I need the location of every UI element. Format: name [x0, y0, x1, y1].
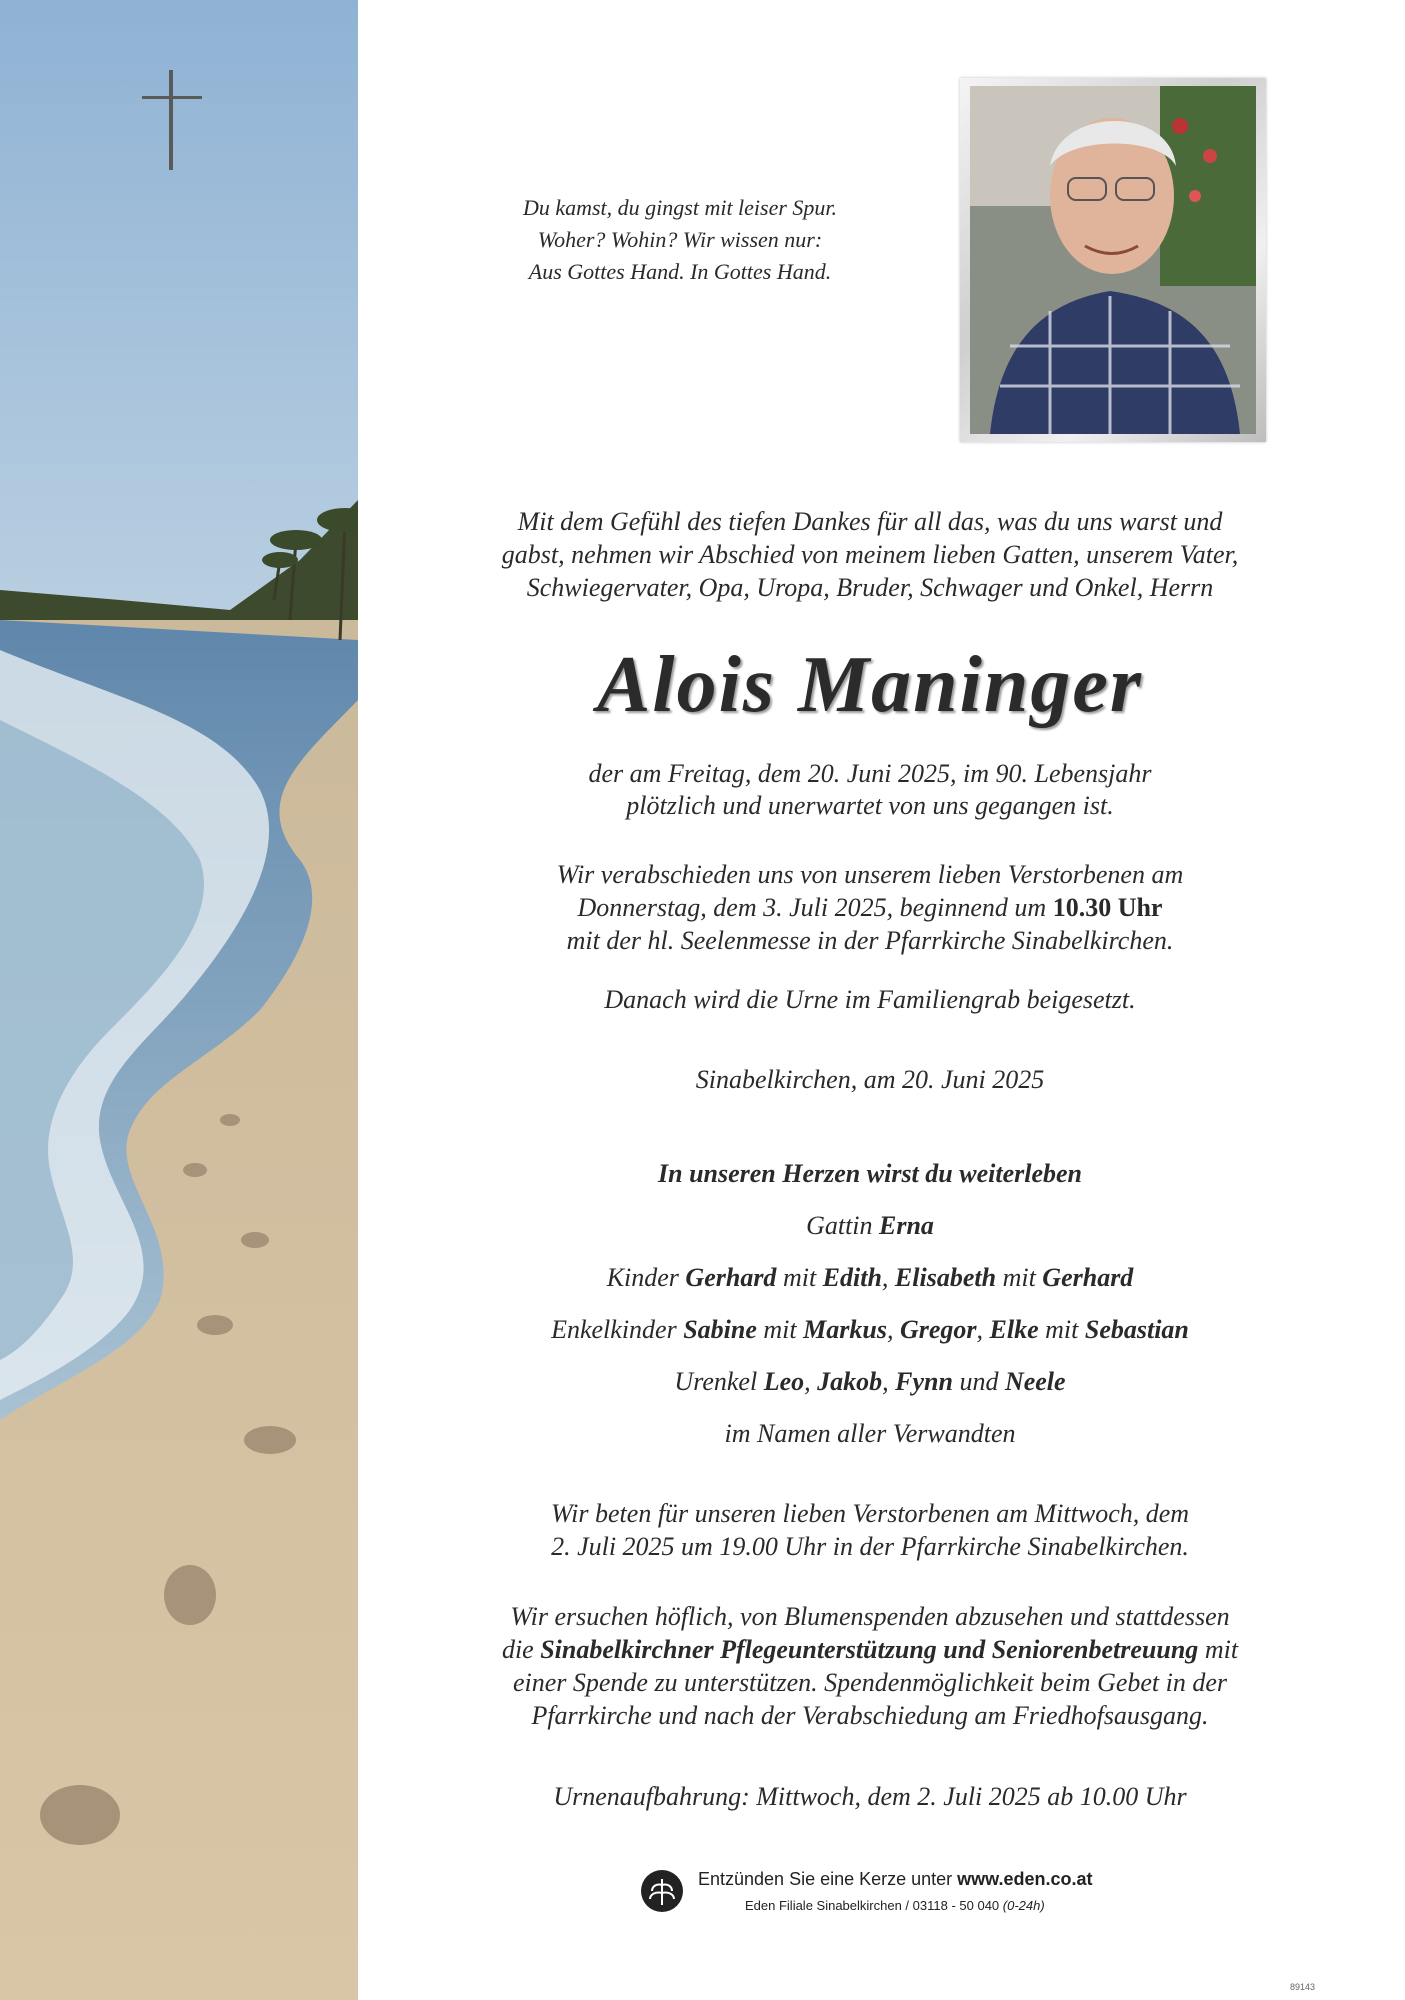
intro-line: Schwiegervater, Opa, Uropa, Bruder, Schwager und Onkel, Herrn	[526, 573, 1214, 602]
donation-text	[400, 1600, 1340, 1732]
intro-line: Mit dem Gefühl des tiefen Dankes für all das, was du uns warst und	[517, 507, 1223, 536]
verse-line: Du kamst, du gingst mit leiser Spur.	[522, 195, 838, 220]
mourner-spouse: Gattin Erna	[806, 1211, 934, 1240]
deceased-name: Alois Maninger	[597, 641, 1143, 729]
donation-line: Pfarrkirche und nach der Verabschiedung am Friedhofsausgang.	[531, 1701, 1209, 1730]
donation-line: einer Spende zu unterstützen. Spendenmöglichkeit beim Gebet in der	[512, 1668, 1228, 1697]
mourners-block	[400, 1148, 1340, 1460]
verse-line: Aus Gottes Hand. In Gottes Hand.	[528, 259, 832, 284]
print-code: 89143	[1290, 1982, 1316, 1992]
donation-line: Wir ersuchen höflich, von Blumenspenden abzusehen und stattdessen	[510, 1602, 1230, 1631]
intro-text	[400, 505, 1340, 604]
prayer-line: Wir beten für unseren lieben Verstorbenen am Mittwoch, dem	[550, 1499, 1190, 1528]
mourners-all: im Namen aller Verwandten	[724, 1419, 1016, 1448]
mourner-great-grandchildren: Urenkel Leo, Jakob, Fynn und Neele	[674, 1367, 1066, 1396]
mourner-grandchildren: Enkelkinder Sabine mit Markus, Gregor, Elke mit Sebastian	[551, 1315, 1189, 1344]
portrait-frame	[960, 78, 1266, 442]
donation-line: die Sinabelkirchner Pflegeunterstützung und Seniorenbetreuung mit	[501, 1635, 1239, 1664]
farewell-line: Wir verabschieden uns von unserem lieben Verstorbenen am	[556, 860, 1184, 889]
urn-text: Danach wird die Urne im Familiengrab beigesetzt.	[604, 985, 1136, 1014]
verse-line: Woher? Wohin? Wir wissen nur:	[537, 227, 823, 252]
eden-logo-icon	[640, 1869, 684, 1913]
eden-url-link[interactable]: www.eden.co.at	[957, 1869, 1093, 1889]
prayer-text	[400, 1497, 1340, 1563]
farewell-text	[400, 858, 1340, 957]
farewell-time: 10.30 Uhr	[1052, 893, 1163, 922]
farewell-date: Donnerstag, dem 3. Juli 2025, beginnend um	[577, 893, 1053, 922]
mourner-children: Kinder Gerhard mit Edith, Elisabeth mit Gerhard	[606, 1263, 1134, 1292]
memorial-verse	[430, 192, 930, 288]
death-notice	[400, 758, 1340, 822]
portrait-photo	[970, 86, 1256, 434]
death-line: plötzlich und unerwartet von uns gegangen ist.	[626, 791, 1114, 820]
farewell-line: mit der hl. Seelenmesse in der Pfarrkirche Sinabelkirchen.	[566, 926, 1174, 955]
cross-icon	[142, 70, 202, 170]
farewell-line	[400, 891, 1340, 924]
beach-footprints-image	[0, 0, 358, 2000]
branch-info: Eden Filiale Sinabelkirchen / 03118 - 50 040 (0-24h)	[745, 1898, 1045, 1913]
mourners-heading: In unseren Herzen wirst du weiterleben	[657, 1159, 1082, 1188]
prayer-line: 2. Juli 2025 um 19.00 Uhr in der Pfarrkirche Sinabelkirchen.	[551, 1532, 1189, 1561]
candle-link-text: Entzünden Sie eine Kerze unter www.eden.co.at	[698, 1869, 1093, 1889]
intro-line: gabst, nehmen wir Abschied von meinem lieben Gatten, unserem Vater,	[501, 540, 1239, 569]
death-line: der am Freitag, dem 20. Juni 2025, im 90. Lebensjahr	[588, 759, 1152, 788]
place-date: Sinabelkirchen, am 20. Juni 2025	[695, 1065, 1045, 1094]
urn-viewing: Urnenaufbahrung: Mittwoch, dem 2. Juli 2025 ab 10.00 Uhr	[553, 1782, 1187, 1811]
